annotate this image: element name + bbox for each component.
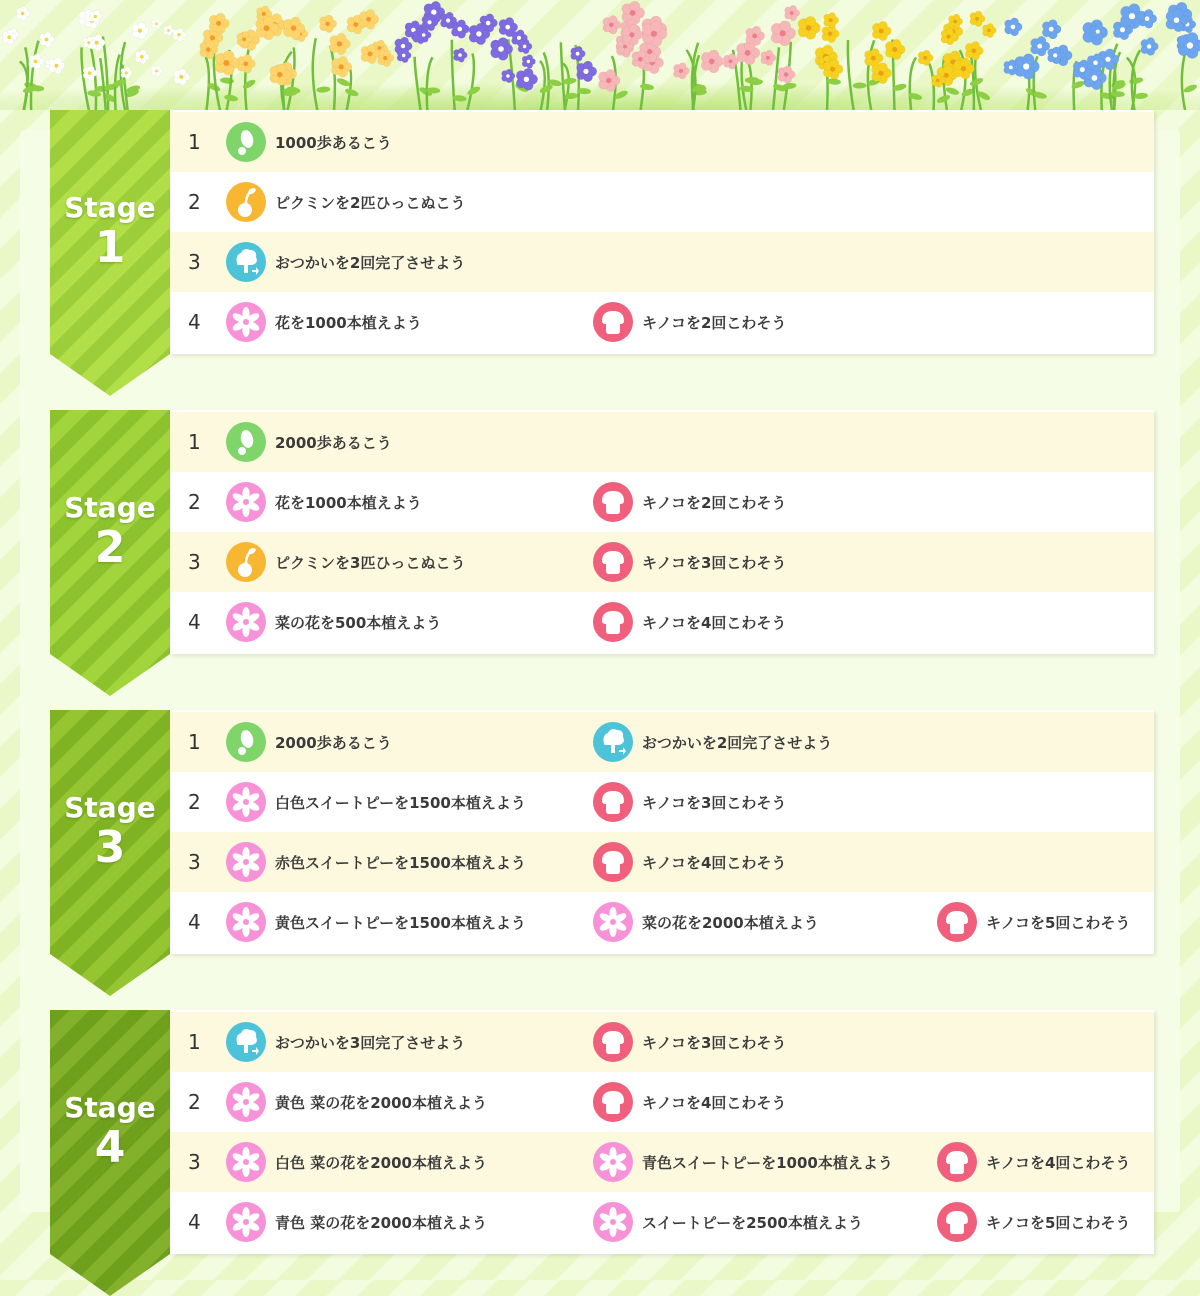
- task-row: [170, 232, 1154, 292]
- row-number: 3: [188, 1132, 208, 1192]
- task-item: [226, 722, 392, 762]
- mushroom-icon: [593, 1022, 633, 1062]
- row-number: 4: [188, 292, 208, 352]
- task-item: [226, 1142, 487, 1182]
- task-label: ピクミンを3匹ひっこぬこう: [275, 552, 465, 573]
- row-number: 4: [188, 1192, 208, 1252]
- stage-number: 3: [95, 824, 126, 872]
- task-label: キノコを4回こわそう: [986, 1152, 1130, 1173]
- task-item: [226, 242, 465, 282]
- stage-word: Stage: [64, 492, 155, 524]
- footprint-icon: [226, 722, 266, 762]
- task-item: [226, 842, 526, 882]
- task-label: キノコを3回こわそう: [642, 792, 786, 813]
- task-label: おつかいを2回完了させよう: [275, 252, 465, 273]
- row-number: 1: [188, 112, 208, 172]
- mushroom-icon: [593, 842, 633, 882]
- flower-icon: [226, 302, 266, 342]
- stage-word: Stage: [64, 792, 155, 824]
- task-label: キノコを5回こわそう: [986, 1212, 1130, 1233]
- mushroom-icon: [593, 602, 633, 642]
- stage-task-table: [170, 710, 1154, 954]
- stage-section: [50, 110, 1154, 354]
- task-row: [170, 592, 1154, 652]
- stage-word: Stage: [64, 1092, 155, 1124]
- flower-icon: [226, 902, 266, 942]
- task-row: [170, 532, 1154, 592]
- task-label: 白色 菜の花を2000本植えよう: [275, 1152, 487, 1173]
- flower-icon: [226, 842, 266, 882]
- task-item: [226, 1202, 487, 1242]
- task-label: 花を1000本植えよう: [275, 312, 422, 333]
- stage-task-table: [170, 410, 1154, 654]
- stage-ribbon: [50, 1010, 170, 1254]
- task-label: 1000歩あるこう: [275, 132, 392, 153]
- task-item: [593, 302, 786, 342]
- task-item: [226, 482, 422, 522]
- task-item: [226, 302, 422, 342]
- stage-number: 1: [95, 224, 126, 272]
- row-number: 1: [188, 712, 208, 772]
- task-label: 菜の花を2000本植えよう: [642, 912, 819, 933]
- flower-icon: [593, 1202, 633, 1242]
- task-label: 赤色スイートピーを1500本植えよう: [275, 852, 526, 873]
- task-label: キノコを5回こわそう: [986, 912, 1130, 933]
- task-item: [226, 902, 526, 942]
- mushroom-icon: [593, 542, 633, 582]
- task-row: [170, 772, 1154, 832]
- task-label: おつかいを2回完了させよう: [642, 732, 832, 753]
- task-item: [226, 602, 441, 642]
- stage-word: Stage: [64, 192, 155, 224]
- task-label: 青色 菜の花を2000本植えよう: [275, 1212, 487, 1233]
- stage-section: [50, 1010, 1154, 1254]
- task-row: [170, 712, 1154, 772]
- flower-icon: [593, 1142, 633, 1182]
- delivery-tree-icon: [226, 1022, 266, 1062]
- task-label: 菜の花を500本植えよう: [275, 612, 441, 633]
- task-item: [937, 1202, 1130, 1242]
- task-label: おつかいを3回完了させよう: [275, 1032, 465, 1053]
- row-number: 3: [188, 532, 208, 592]
- task-item: [593, 1142, 893, 1182]
- task-label: キノコを3回こわそう: [642, 552, 786, 573]
- task-label: 2000歩あるこう: [275, 432, 392, 453]
- task-label: 黄色 菜の花を2000本植えよう: [275, 1092, 487, 1113]
- task-label: 黄色スイートピーを1500本植えよう: [275, 912, 526, 933]
- task-label: スイートピーを2500本植えよう: [642, 1212, 863, 1233]
- flower-icon: [226, 482, 266, 522]
- flower-icon: [226, 1082, 266, 1122]
- mushroom-icon: [593, 1082, 633, 1122]
- task-row: [170, 1132, 1154, 1192]
- mushroom-icon: [593, 302, 633, 342]
- row-number: 2: [188, 472, 208, 532]
- stage-task-table: [170, 110, 1154, 354]
- task-item: [226, 542, 465, 582]
- mushroom-icon: [937, 1202, 977, 1242]
- delivery-tree-icon: [593, 722, 633, 762]
- footprint-icon: [226, 122, 266, 162]
- task-item: [226, 1022, 465, 1062]
- pikmin-sprout-icon: [226, 542, 266, 582]
- stage-ribbon: [50, 710, 170, 954]
- task-item: [593, 902, 819, 942]
- mushroom-icon: [937, 902, 977, 942]
- task-label: キノコを3回こわそう: [642, 1032, 786, 1053]
- flower-garden-header: [0, 0, 1200, 110]
- task-row: [170, 1072, 1154, 1132]
- task-label: キノコを4回こわそう: [642, 612, 786, 633]
- task-row: [170, 832, 1154, 892]
- task-row: [170, 472, 1154, 532]
- task-label: キノコを2回こわそう: [642, 312, 786, 333]
- row-number: 4: [188, 592, 208, 652]
- row-number: 4: [188, 892, 208, 952]
- task-item: [593, 1082, 786, 1122]
- row-number: 1: [188, 1012, 208, 1072]
- row-number: 2: [188, 772, 208, 832]
- flower-icon: [226, 782, 266, 822]
- task-row: [170, 1192, 1154, 1252]
- flower-icon: [226, 1142, 266, 1182]
- task-item: [593, 542, 786, 582]
- task-item: [593, 842, 786, 882]
- mushroom-icon: [593, 782, 633, 822]
- task-item: [226, 422, 392, 462]
- task-item: [937, 902, 1130, 942]
- footprint-icon: [226, 422, 266, 462]
- mushroom-icon: [937, 1142, 977, 1182]
- row-number: 3: [188, 832, 208, 892]
- mushroom-icon: [593, 482, 633, 522]
- task-item: [226, 122, 392, 162]
- task-item: [937, 1142, 1130, 1182]
- task-item: [226, 1082, 487, 1122]
- task-row: [170, 1012, 1154, 1072]
- task-label: キノコを4回こわそう: [642, 1092, 786, 1113]
- task-item: [593, 782, 786, 822]
- flower-icon: [593, 902, 633, 942]
- task-label: ピクミンを2匹ひっこぬこう: [275, 192, 465, 213]
- task-item: [226, 182, 465, 222]
- stage-ribbon: [50, 110, 170, 354]
- task-item: [593, 1022, 786, 1062]
- task-row: [170, 292, 1154, 352]
- stage-section: [50, 410, 1154, 654]
- task-row: [170, 172, 1154, 232]
- pikmin-sprout-icon: [226, 182, 266, 222]
- stage-task-table: [170, 1010, 1154, 1254]
- task-item: [593, 602, 786, 642]
- stage-number: 2: [95, 524, 126, 572]
- task-label: 花を1000本植えよう: [275, 492, 422, 513]
- task-item: [226, 782, 526, 822]
- flower-icon: [226, 1202, 266, 1242]
- row-number: 2: [188, 1072, 208, 1132]
- stage-ribbon: [50, 410, 170, 654]
- row-number: 1: [188, 412, 208, 472]
- row-number: 3: [188, 232, 208, 292]
- flower-icon: [226, 602, 266, 642]
- task-label: 青色スイートピーを1000本植えよう: [642, 1152, 893, 1173]
- task-row: [170, 112, 1154, 172]
- stage-section: [50, 710, 1154, 954]
- delivery-tree-icon: [226, 242, 266, 282]
- task-label: 2000歩あるこう: [275, 732, 392, 753]
- task-item: [593, 722, 832, 762]
- task-label: 白色スイートピーを1500本植えよう: [275, 792, 526, 813]
- task-item: [593, 1202, 863, 1242]
- task-row: [170, 892, 1154, 952]
- task-row: [170, 412, 1154, 472]
- row-number: 2: [188, 172, 208, 232]
- task-label: キノコを2回こわそう: [642, 492, 786, 513]
- task-label: キノコを4回こわそう: [642, 852, 786, 873]
- stage-number: 4: [95, 1124, 126, 1172]
- task-item: [593, 482, 786, 522]
